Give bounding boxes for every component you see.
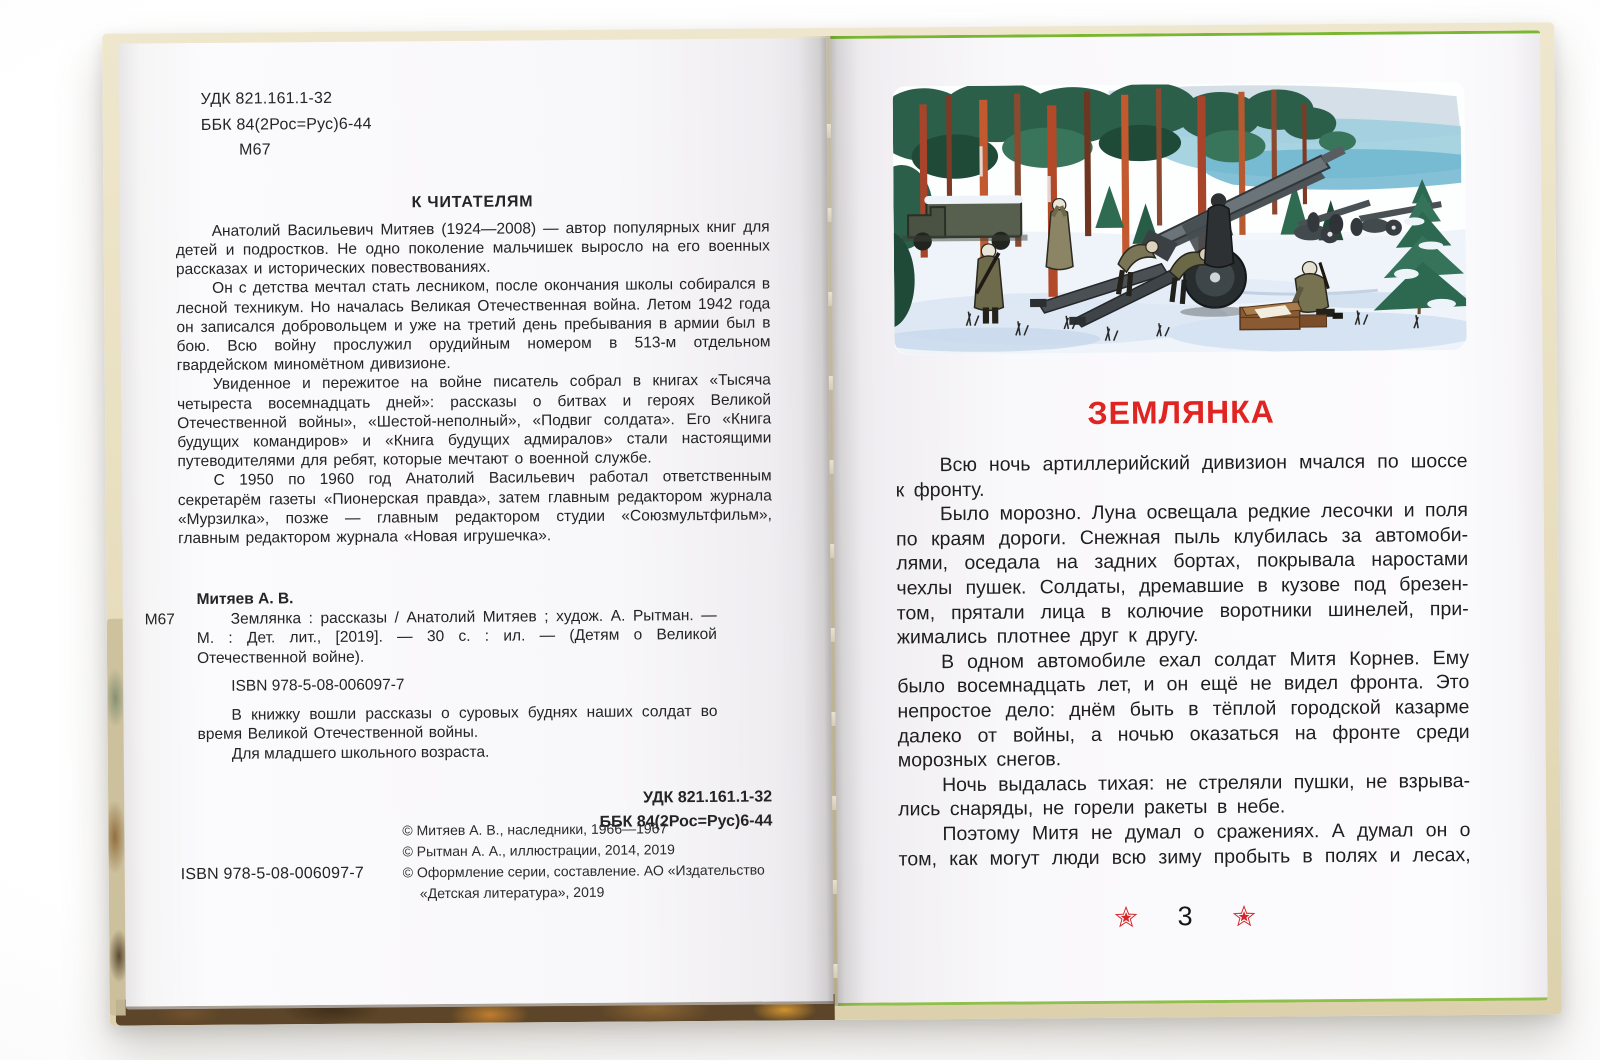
bbk-code-bottom: ББК 84(2Рос=Рус)6-44	[599, 812, 773, 832]
copyright-line: © Митяев А. В., наследники, 1966—1967	[402, 820, 668, 839]
catalog-isbn: ISBN 978-5-08-006097-7	[231, 676, 405, 695]
catalog-author: Митяев А. В.	[196, 590, 294, 609]
about-author-paragraph: Он с детства мечтал стать лесником, после окончания школы собирался в лесной техникум. Но началась Великая Отечественная война. Летом 1942 года он записался добровольцем и уже на третий день пребывания в армии был в бою. Всю войну прослужил орудийным номером в 513-м отдельном гвардейском миномётном дивизионе.	[176, 275, 771, 375]
about-author-paragraph: С 1950 по 1960 год Анатолий Васильевич работал ответственным секретарём газеты «Пионерская правда», затем главным редактором журнала «Мурзилка», позже — главным редактором студии «Союзмультфильм», главным редактором журнала «Новая игрушечка».	[177, 467, 772, 548]
story-illustration	[893, 82, 1467, 354]
story-paragraph: Было морозно. Луна освещала редкие лесочки и поля по краям дороги. Снежная пыль клубилась за автомобилями, оседала на задних бортах, покрывала наростами чехлы пушек. Солдаты, дремавшие в кузове под брезентом, прятали лица в колючие воротники шинелей, прижимались плотнее друг к другу.	[896, 499, 1469, 649]
book-photo	[102, 22, 1562, 1025]
red-star-icon	[1113, 904, 1139, 930]
catalog-annotation: В книжку вошли рассказы о суровых буднях наших солдат во время Великой Отечественной войны.	[197, 702, 718, 744]
catalog-card	[144, 586, 718, 764]
copyright-line: © Рытман А. А., иллюстрации, 2014, 2019	[402, 841, 675, 860]
bibliographic-codes-top	[201, 82, 770, 163]
udk-code-bottom: УДК 821.161.1-32	[643, 788, 773, 807]
copyright-line: © Оформление серии, составление. АО «Издательство «Детская литература», 2019	[402, 861, 765, 902]
story-paragraph: Ночь выдалась тихая: не стреляли пушки, не взрывались снаряды, не горели ракеты в небе.	[898, 769, 1471, 821]
readers-heading: К ЧИТАТЕЛЯМ	[411, 193, 534, 212]
right-page	[830, 30, 1548, 1006]
page-number: 3	[1177, 901, 1193, 932]
left-page	[118, 38, 834, 1010]
story-paragraph: В одном автомобиле ехал солдат Митя Корнев. Ему было восемнадцать лет, и он ещё не видел фронта. Это непростое дело: днём быть в тёплой городской казарме далеко от войны, а ночью оказаться на фронте среди морозных снегов.	[897, 646, 1470, 772]
isbn-bottom: ISBN 978-5-08-006097-7	[180, 864, 364, 884]
story-title: ЗЕМЛЯНКА	[1087, 393, 1275, 431]
about-author-paragraph: Анатолий Васильевич Митяев (1924—2008) — автор популярных книг для детей и подростков. Не одно поколение мальчишек выросло на его военных рассказах и исторических повествованиях.	[175, 218, 770, 279]
watercolor-scene	[893, 82, 1467, 354]
udk-code: УДК 821.161.1-32	[200, 89, 333, 108]
red-star-icon	[1231, 903, 1257, 929]
imprint-row	[180, 817, 775, 906]
catalog-entry: Землянка : рассказы / Анатолий Митяев ; худож. А. Рытман. — М. : Дет. лит., [2019]. — 30 с. : ил. — (Детям о Великой Отечественной войне).	[196, 606, 717, 667]
catalog-letter-code: М67	[238, 141, 271, 159]
story-paragraph: Всю ночь артиллерийский дивизион мчался по шоссе к фронту.	[895, 450, 1468, 502]
story-paragraph: Поэтому Митя не думал о сражениях. А думал он о том, как могут люди всю зиму пробыть в полях и лесах,	[898, 818, 1471, 870]
catalog-audience: Для младшего школьного возраста.	[231, 743, 490, 763]
about-author-paragraph: Увиденное и пережитое на войне писатель собрал в книгах «Тысяча четыреста восемнадцать дней»: рассказы о битвах и героях Великой Отечественной войны», «Шестой-неполный», «Подвиг солдата». Его «Книга будущих командиров» и «Книга будущих адмиралов» стали настоящими путеводителями для ребят, которые мечтают о военной службе.	[176, 371, 772, 471]
copyright-block	[402, 817, 775, 904]
page-footer	[899, 899, 1471, 934]
catalog-margin-code: М67	[144, 611, 175, 629]
bbk-code: ББК 84(2Рос=Рус)6-44	[200, 115, 372, 134]
